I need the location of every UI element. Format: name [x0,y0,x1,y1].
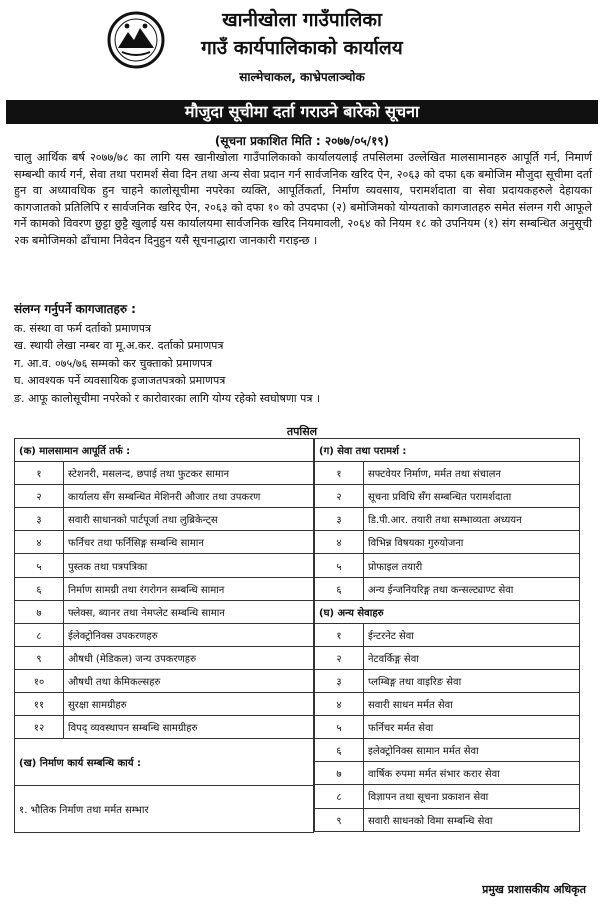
requirement-item: ख. स्थायी लेखा नम्बर वा मू.अ.कर. दर्ताको प्रमाणपत्र [14,339,224,353]
notice-body: चालु आर्थिक बर्ष २०७७/७८ का लागि यस खानीखोला गाउँपालिकाको कार्यालयलाई तपसिलमा उल्लेखित मालसामानहरु आपूर्ति गर्न, निमार्ण सम्बन्धी कार्य गर्न, सेवा तथा परामर्श सेवा दिन तथा अन्य सेवा प्रदान गर्न सार्वजनिक खरिद ऐन, २०६३ को दफा ६क बमोजिम मौजुदा सूचीमा दर्ता हुन वा अध्यावधिक हुन चाहने कालोसूचीमा नपरेका व्यक्ति, आपूर्तिकर्ता, निर्माण व्यवसाय, परामर्शदाता वा सेवा प्रदायकहरुले देहायका कागजातको प्रतिलिपि र सार्वजनिक खरिद ऐन, २०६३ को दफा १० को उपदफा (२) बमोजिमको योग्यताको कागजातहरु समेत संलग्न गरी आफूले गर्ने कामको विवरण छुट्टा छुट्टै खुलाई यस कार्यालयमा सार्वजनिक खरिद नियमावली, २०६४ को नियम १८ को उपनियम (१) संग सम्बन्धित अनुसूची २क बमोजिमको ढाँचामा निवेदन दिनुहुन यसै सूचनाद्धारा जानकारी गराइन्छ । [14,151,592,247]
table-row: ६ अन्य ईन्जनियरिङ्ग तथा कन्सल्ट्याण्ट सेवा [315,577,580,600]
requirement-item: ङ. आफू कालोसूचीमा नपरेको र कारोवारका लागि योग्य रहेको स्वघोषणा पत्र । [14,391,321,405]
signature-line: प्रमुख प्रशासकीय अधिकृत [482,883,586,896]
table-row: २ सूचना प्रविधि सँग सम्बन्धित परामर्शदाता [315,485,580,508]
table-row: ५ पुस्तक तथा पत्रपत्रिका [15,554,314,577]
table-row: ९ सवारी साधनको विमा सम्बन्धि सेवा [315,808,580,831]
requirement-item: क. संस्था वा फर्म दर्ताको प्रमाणपत्र [14,322,152,335]
notice-title-banner: मौजुदा सूचीमा दर्ता गराउने बारेको सूचना [6,100,598,124]
services-table [314,438,580,832]
table-row: ८ ईलेक्ट्रोनिक्स उपकरणहरु [15,623,314,646]
table-row: १० औषधी तथा केमिकल्सहरु [15,669,314,692]
table-row: ६ इलेक्ट्रोनिक्स सामान मर्मत सेवा [315,739,580,762]
office-subtitle: गाउँ कार्यपालिकाको कार्यालय [201,37,403,59]
requirements-heading: संलग्न गर्नुपर्ने कागजातहरु : [14,302,136,316]
table-row: ११ सुरक्षा सामग्रीहरु [15,693,314,716]
table-row: ८ विज्ञापन तथा सूचना प्रकाशन सेवा [315,785,580,808]
requirements-list [14,320,320,407]
table-row: २ नेटवर्किङ्ग सेवा [315,646,580,669]
table-row: ३ प्लम्बिङ्ग तथा वाइरिङ सेवा [315,669,580,692]
section-heading-services: (ग) सेवा तथा परामर्श : [315,439,580,462]
table-row: ३ सवारी साधानको पार्टपूर्जा तथा लुब्रिकेन्ट्स [15,508,314,531]
table-row: ६ निर्माण सामग्री तथा रंगरोगन सम्बन्धि सामान [15,577,314,600]
notice-header [12,0,592,92]
office-address: साल्मेचाकल, काभ्रेपलाञ्चोक [239,70,365,84]
table-row: ७ फ्लेक्स, ब्यानर तथा नेमप्लेट सम्बन्धि सामान [15,600,314,623]
office-name: खानीखोला गाउँपालिका [222,9,382,31]
table-row: २ कार्यालय सँग सम्बन्धित मेशिनरी औजार तथा उपकरण [15,485,314,508]
table-row: ७ वार्षिक रुपमा मर्मत संभार करार सेवा [315,762,580,785]
table-row: १ स्टेशनरी, मसलन्द, छपाई तथा फुटकर सामान [15,462,314,485]
table-row: ९ औषधी (मेडिकल) जन्य उपकरणहरु [15,646,314,669]
goods-works-table [14,438,314,833]
table-row: ५ फर्निचर मर्मत सेवा [315,716,580,739]
section-heading-goods: (क) मालसामान आपूर्ति तर्फ : [15,439,314,462]
table-row: ४ सवारी साधन मर्मत सेवा [315,693,580,716]
table-row: १ सफ्टवेयर निर्माण, मर्मत तथा संचालन [315,462,580,485]
table-row: १ ईन्टरनेट सेवा [315,623,580,646]
table-row: ४ विभिन्न विषयका गुरुयोजना [315,531,580,554]
table-row: ५ प्रोफाइल तयारी [315,554,580,577]
published-date: (सूचना प्रकाशित मिति : २०७७/०५/१९) [214,134,390,148]
section-heading-works: (ख) निर्माण कार्य सम्बन्धि कार्य : [15,739,314,786]
table-row: १२ विपद् व्यवस्थापन सम्बन्धि सामग्रीहरु [15,716,314,739]
table-row: ४ फर्निचर तथा फर्निसिङ्ग सम्बन्धि सामान [15,531,314,554]
requirement-item: घ. आवश्यक पर्ने व्यवसायिक इजाजतपत्रको प्रमाणपत्र [14,374,226,388]
requirement-item: ग. आ.व. ०७५/७६ सम्मको कर चुक्ताको प्रमाणपत्र [14,356,213,370]
section-heading-other-services: (घ) अन्य सेवाहरु [315,600,580,623]
tapsil-heading: तपसिल [286,425,318,438]
table-row: १. भौतिक निर्माण तथा मर्मत सम्भार [15,786,314,833]
schedule-tables [14,438,580,874]
table-row: ३ डि.पी.आर. तयारी तथा सम्भाव्यता अध्ययन [315,508,580,531]
